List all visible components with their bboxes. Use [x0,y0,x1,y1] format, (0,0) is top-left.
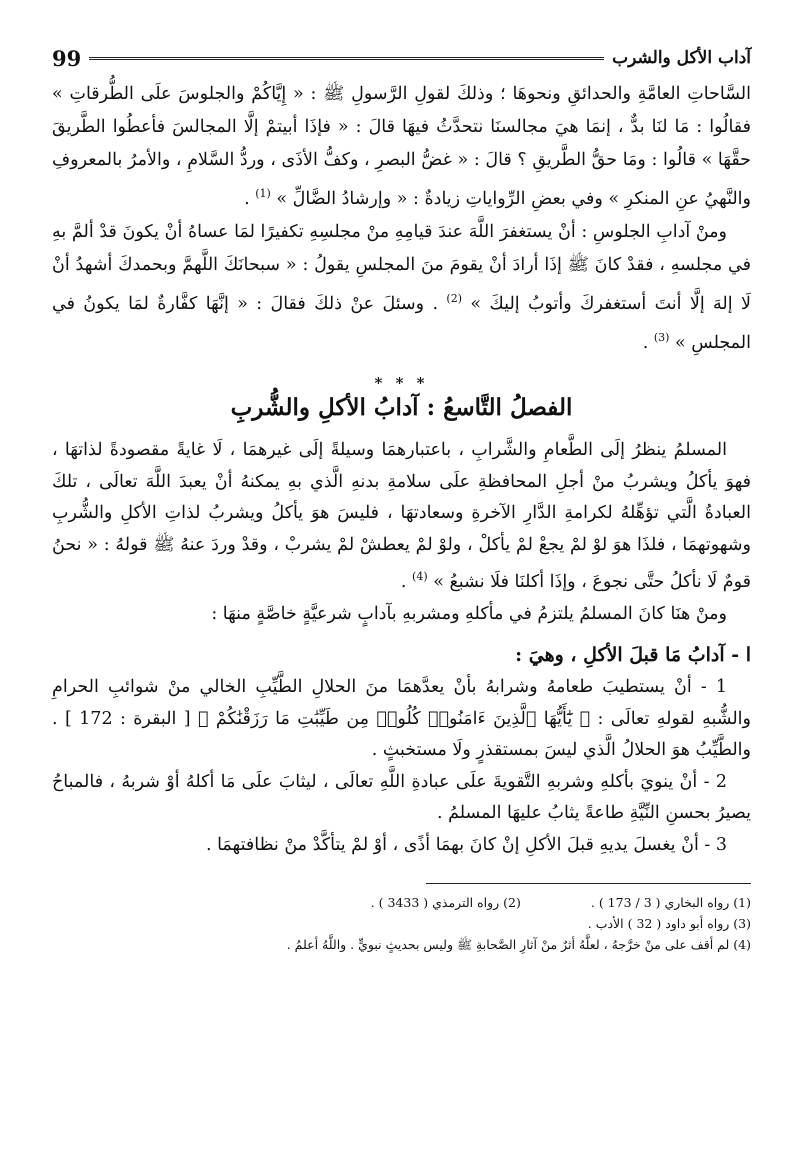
paragraph-text: ومنْ آدابِ الجلوسِ : أنْ يستغفرَ اللَّهَ عندَ قيامِهِ منْ مجلسِهِ تكفيرًا لمَا عساهُ أنْ يكونَ قدْ ألمَّ بهِ في مجلسهِ ، فقدْ كانَ ﷺ إذَا أرادَ أنْ يقومَ منَ المجلسِ يقولُ : « سبحانَكَ اللَّهمَّ وبحمدكَ أشهدُ أنْ لَا إلهَ إلَّا أنتَ أستغفركَ وأتوبُ إليكَ » [52,221,751,314]
paragraph-lead-in: ومنْ هنَا كانَ المسلمُ يلتزمُ في مأكلهِ ومشربهِ بآدابٍ شرعيَّةٍ خاصَّةٍ منهَا : [211,603,727,624]
footnote-ref-4: (4) [412,570,428,584]
chapter-title: الفصلُ التَّاسعُ : آدابُ الأكلِ والشُّربِ [230,394,573,422]
list-item-3: 3 - أنْ يغسلَ يديهِ قبلَ الأكلِ إنْ كانَ بهمَا أذًى ، أوْ لمْ يتأكَّدْ منْ نظافتهمَا . [205,834,727,855]
running-title: آداب الأكل والشرب [612,48,751,68]
footnote-ref-3: (3) [653,330,670,344]
paragraph-text: المسلمُ ينظرُ إلَى الطَّعامِ والشَّرابِ ، باعتبارهمَا وسيلةً إلَى غيرهمَا ، لَا غايةً مقصودةً لذاتهَا ، فهوَ يأكلُ ويشربُ منْ أجلِ المحافظةِ علَى سلامةِ بدنهِ الَّذي بهِ يمكنهُ أنْ يعبدَ اللَّهَ تعالَى ، تلكَ العبادةُ الَّتي تؤهِّلهُ لكرامةِ الدَّارِ الآخرةِ وسعادتهَا ، فليسَ هوَ يأكلُ ويشربُ لذاتِ الأكلِ والشُّربِ وشهوتهمَا ، فلذَا هوَ لوْ لمْ يجعْ لمْ يأكلْ ، ولوْ لمْ يعطشْ لمْ يشربْ ، وقدْ وردَ عنهُ ﷺ قولهُ : « نحنُ قومٌ لَا نأكلُ حتَّى نجوعَ ، وإذَا أكلنَا فلَا نشبعُ » [52,440,751,593]
paragraph-text: السَّاحاتِ العامَّةِ والحدائقِ ونحوهَا ؛ وذلكَ لقولِ الرَّسولِ ﷺ : « إِيَّاكُمْ والجلوسَ علَى الطُّرقاتِ » فقالُوا : مَا لنَا بدٌّ ، إنمَا هيَ مجالسنَا نتحدَّثُ فيهَا قالَ : « فإذَا أبيتمْ إلَّا المجالسَ فأعطُوا الطَّريقَ حقَّهَا » قالُوا : ومَا حقُّ الطَّريقِ ؟ قالَ : « غضُّ البصرِ ، وكفُّ الأذَى ، وردُّ السَّلامِ ، والأمرُ بالمعروفِ والنَّهيُ عنِ المنكرِ » وفي بعضِ الرِّواياتِ زيادةٌ : « وإرشادُ الضَّالِّ » [52,84,751,209]
page-number: 99 [52,45,82,71]
footnote-divider [426,883,751,884]
page-body [52,78,751,861]
paragraph-intro [52,435,751,598]
footnote-4: (4) لم أقف على منْ خرَّجهُ ، لعلَّهُ أثرٌ منْ آثارِ الصَّحابةِ ﷺ وليس بحديثٍ نبويٍّ . واللَّهُ أعلمُ . [286,937,751,953]
footnote-1: (1) رواه البخاري ( 3 / 173 ) . [590,895,751,911]
footnote-ref-1: (1) [255,187,271,200]
header-rule [89,57,604,60]
paragraph-text: . وسئلَ عنْ ذلكَ فقالَ : « إنَّهَا كفَّارةٌ لمَا يكونُ في المجلسِ » [52,293,751,353]
page-header [52,38,751,78]
list-item-1: 1 - أنْ يستطيبَ طعامهُ وشرابهُ بأنْ يعدَّهمَا منَ الحلالِ الطَّيِّبِ الخالي منْ شوائبِ الحرامِ والشُّبهِ لقولهِ تعالَى : ﴿ يَٰٓأَيُّهَا ٱلَّذِينَ ءَامَنُوا۟ كُلُوا۟ مِن طَيِّبَٰتِ مَا رَزَقْنَٰكُمْ ﴾ [ البقرة : 172 ] . والطَّيِّبُ هوَ الحلالُ الَّذي ليسَ بمستقذرٍ ولَا مستخبثٍ . [52,677,751,761]
footnotes [52,892,751,955]
section-separator-stars: * * * [374,374,429,393]
paragraph-end: . [642,332,649,353]
paragraph-gatherings: السَّاحاتِ العامَّةِ والحدائقِ ونحوهَا ؛ وذلكَ لقولِ الرَّسولِ ﷺ : « إِيَّاكُمْ والجلوسَ علَى الطُّرقاتِ » فقالُوا : مَا لنَا بدٌّ ، إنمَا هيَ مجالسنَا نتحدَّثُ فيهَا قالَ : « فإذَا أبيتمْ إلَّا المجالسَ فأعطُوا الطَّريقَ حقَّهَا » قالُوا : ومَا حقُّ الطَّريقِ ؟ قالَ : « غضُّ البصرِ ، وكفُّ الأذَى ، وردُّ السَّلامِ ، والأمرُ بالمعروفِ والنَّهيُ عنِ المنكرِ » وفي بعضِ الرِّواياتِ زيادةٌ : « وإرشادُ الضَّالِّ » $^{(1)}$ . [52,84,751,209]
paragraph-sitting-etiquette [52,216,751,360]
paragraph-end: . [400,572,407,593]
footnote-2: (2) رواه الترمذي ( 3433 ) . [370,895,521,911]
section-subheading: ا - آدابُ مَا قبلَ الأكلِ ، وهيَ : [515,644,751,667]
footnote-3: (3) رواه أبو داود ( 32 ) الأدب . [587,916,751,932]
footnote-ref-2: (2) [446,291,462,305]
list-item-2: 2 - أنْ ينويَ بأكلهِ وشربهِ التَّقويةَ علَى عبادةِ اللَّهِ تعالَى ، ليثابَ علَى مَا أكلهُ أوْ شربهُ ، فالمباحُ يصيرُ بحسنِ النِّيَّةِ طاعةً يثابُ عليهَا المسلمُ . [52,771,751,824]
footnote-row [52,892,751,913]
